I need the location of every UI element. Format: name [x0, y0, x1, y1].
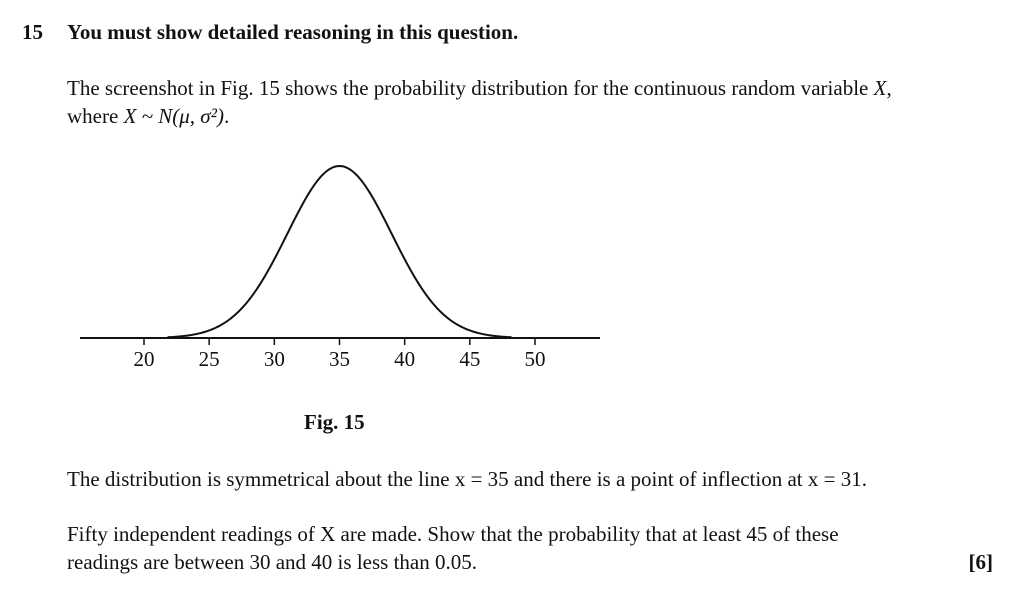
intro-variable: X: [873, 76, 887, 100]
x-tick-label: 30: [263, 347, 285, 371]
intro-model: X ~ N(μ, σ²): [123, 104, 224, 128]
intro-text-c: where: [67, 104, 124, 128]
x-tick-label: 50: [524, 347, 546, 371]
x-tick-label: 20: [133, 347, 155, 371]
x-tick-label: 40: [394, 347, 416, 371]
task-line-1: Fifty independent readings of X are made. Show that the probability that at least 45 of these: [67, 522, 839, 546]
question-number: 15: [22, 20, 43, 44]
x-tick-label: 35: [329, 347, 350, 371]
question-heading: You must show detailed reasoning in this question.: [67, 20, 519, 44]
figure-caption: Fig. 15: [304, 410, 365, 434]
x-tick-label: 25: [198, 347, 220, 371]
task-line-2: readings are between 30 and 40 is less than 0.05.: [67, 550, 477, 574]
intro-text-a: The screenshot in Fig. 15 shows the probability distribution for the continuous random variable: [67, 76, 874, 100]
intro-paragraph: [67, 74, 993, 130]
intro-text-b: ,: [886, 76, 892, 100]
symmetry-statement: The distribution is symmetrical about the line x = 35 and there is a point of inflection at x = 31.: [67, 467, 867, 491]
marks-label: [6]: [968, 550, 993, 574]
intro-text-d: .: [223, 104, 230, 128]
x-tick-label: 45: [459, 347, 481, 371]
normal-curve-chart: [70, 150, 610, 380]
normal-distribution-figure: [70, 150, 610, 380]
normal-curve: [167, 166, 511, 337]
